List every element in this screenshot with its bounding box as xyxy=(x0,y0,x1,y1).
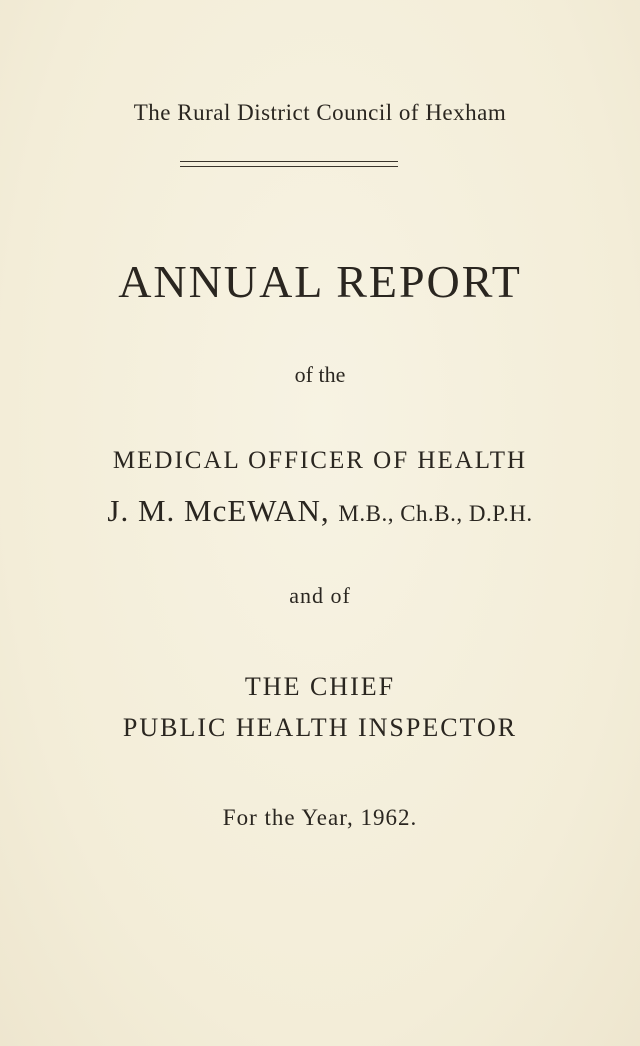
council-heading: The Rural District Council of Hexham xyxy=(133,100,507,125)
officer-name-line xyxy=(0,493,640,529)
chief-heading: THE CHIEF xyxy=(244,672,396,701)
report-year: For the Year, 1962. xyxy=(222,805,418,830)
and-of-text: and of xyxy=(289,583,351,608)
of-the-text: of the xyxy=(294,362,346,387)
inspector-heading: PUBLIC HEALTH INSPECTOR xyxy=(122,713,518,742)
officer-qualifications: M.B., Ch.B., D.P.H. xyxy=(338,501,533,526)
officer-name: J. M. McEWAN, xyxy=(107,493,330,528)
report-title: ANNUAL REPORT xyxy=(118,256,522,307)
officer-title: MEDICAL OFFICER OF HEALTH xyxy=(112,447,528,474)
double-rule-divider xyxy=(180,161,398,167)
